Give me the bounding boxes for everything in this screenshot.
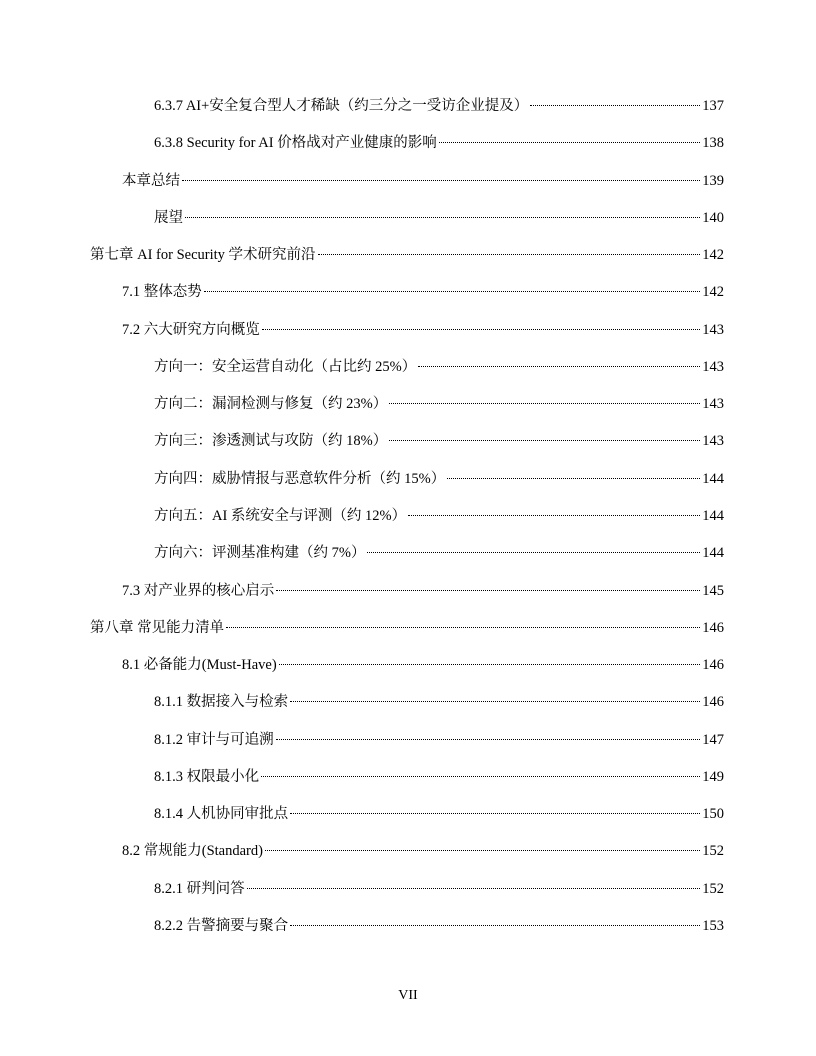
toc-entry-page: 146 xyxy=(702,619,724,636)
toc-entry[interactable] xyxy=(90,618,724,638)
toc-entry-page: 138 xyxy=(702,135,724,152)
toc-entry-title: 6.3.7 AI+安全复合型人才稀缺（约三分之一受访企业提及） xyxy=(154,98,529,114)
toc-entry-page: 137 xyxy=(702,98,724,114)
dot-leader xyxy=(447,478,700,479)
toc-entry[interactable] xyxy=(122,320,724,340)
toc-entry[interactable] xyxy=(154,767,724,787)
toc-entry-title: 8.2.1 研判问答 xyxy=(154,880,245,897)
toc-entry[interactable] xyxy=(122,282,724,302)
toc-entry-title: 方向一：安全运营自动化（占比约 25%） xyxy=(154,358,417,375)
toc-entry[interactable] xyxy=(154,357,724,377)
toc-entry-title: 第八章 常见能力清单 xyxy=(90,619,225,636)
dot-leader xyxy=(408,515,700,516)
dot-leader xyxy=(418,366,700,367)
dot-leader xyxy=(226,627,700,628)
toc-entry-title: 8.1.2 审计与可追溯 xyxy=(154,731,274,748)
dot-leader xyxy=(247,888,701,889)
toc-entry-title: 方向六：评测基准构建（约 7%） xyxy=(154,545,366,562)
toc-entry-page: 146 xyxy=(702,694,724,711)
toc-entry-page: 143 xyxy=(702,358,724,375)
toc-entry-page: 146 xyxy=(702,657,724,674)
toc-entry[interactable] xyxy=(122,171,724,191)
dot-leader xyxy=(290,813,700,814)
toc-entry[interactable] xyxy=(154,916,724,936)
toc-entry-page: 144 xyxy=(702,507,724,524)
toc-entry[interactable] xyxy=(154,431,724,451)
page-number: VII xyxy=(398,988,418,1003)
toc-entry-page: 145 xyxy=(702,582,724,599)
toc-entry[interactable] xyxy=(122,655,724,675)
dot-leader xyxy=(185,217,700,218)
toc-entry-page: 142 xyxy=(702,284,724,301)
dot-leader xyxy=(367,552,700,553)
toc-entry-title: 第七章 AI for Security 学术研究前沿 xyxy=(90,247,316,264)
toc-entry-page: 147 xyxy=(702,731,724,748)
dot-leader xyxy=(279,664,701,665)
toc-entry[interactable] xyxy=(154,469,724,489)
dot-leader xyxy=(262,329,701,330)
toc-entry[interactable] xyxy=(122,581,724,601)
toc-entry[interactable] xyxy=(154,506,724,526)
toc-entry-title: 7.1 整体态势 xyxy=(122,284,202,301)
toc-entry-page: 150 xyxy=(702,806,724,823)
toc-entry-title: 8.1.1 数据接入与检索 xyxy=(154,694,289,711)
toc-entry[interactable] xyxy=(154,692,724,712)
toc-entry-page: 142 xyxy=(702,247,724,264)
toc-entry-title: 7.2 六大研究方向概览 xyxy=(122,321,260,338)
toc-entry-page: 153 xyxy=(702,917,724,934)
toc-entry[interactable] xyxy=(154,543,724,563)
toc-entry[interactable] xyxy=(154,804,724,824)
toc-entry-page: 152 xyxy=(702,880,724,897)
dot-leader xyxy=(276,590,700,591)
toc-entry-page: 143 xyxy=(702,396,724,413)
dot-leader xyxy=(182,180,700,181)
toc-entry-title: 8.1 必备能力(Must-Have) xyxy=(122,657,277,674)
toc-entry-page: 144 xyxy=(702,470,724,487)
dot-leader xyxy=(389,403,700,404)
toc-entry[interactable] xyxy=(154,879,724,899)
toc-entry-title: 方向四：威胁情报与恶意软件分析（约 15%） xyxy=(154,470,446,487)
dot-leader xyxy=(290,925,700,926)
toc-entry[interactable] xyxy=(122,841,724,861)
toc-entry-title: 方向五：AI 系统安全与评测（约 12%） xyxy=(154,507,407,524)
toc-entry[interactable] xyxy=(154,96,724,116)
toc-entry[interactable] xyxy=(154,208,724,228)
toc-entry[interactable] xyxy=(90,245,724,265)
toc-entry[interactable] xyxy=(154,133,724,153)
toc-entry-title: 方向二：漏洞检测与修复（约 23%） xyxy=(154,396,388,413)
dot-leader xyxy=(204,291,701,292)
toc-entry-page: 152 xyxy=(702,843,724,860)
dot-leader xyxy=(439,142,701,143)
toc-entry-title: 7.3 对产业界的核心启示 xyxy=(122,582,275,599)
toc-entry-title: 本章总结 xyxy=(122,172,180,189)
toc-entry-page: 139 xyxy=(702,172,724,189)
toc-entry-title: 8.2 常规能力(Standard) xyxy=(122,843,263,860)
dot-leader xyxy=(389,440,700,441)
toc-entry-page: 149 xyxy=(702,768,724,785)
toc-entry-page: 143 xyxy=(702,321,724,338)
toc-entry-page: 143 xyxy=(702,433,724,450)
toc-entry-title: 展望 xyxy=(154,209,183,226)
toc-entry-title: 方向三：渗透测试与攻防（约 18%） xyxy=(154,433,388,450)
toc-entry[interactable] xyxy=(154,394,724,414)
toc-entry[interactable] xyxy=(154,730,724,750)
dot-leader xyxy=(265,850,700,851)
toc-entry-title: 6.3.8 Security for AI 价格战对产业健康的影响 xyxy=(154,135,437,152)
toc-entry-title: 8.1.3 权限最小化 xyxy=(154,768,260,785)
dot-leader xyxy=(290,701,700,702)
toc-entry-title: 8.2.2 告警摘要与聚合 xyxy=(154,917,289,934)
dot-leader xyxy=(261,776,700,777)
toc-entry-title: 8.1.4 人机协同审批点 xyxy=(154,806,289,823)
dot-leader xyxy=(530,105,700,106)
toc-entry-page: 144 xyxy=(702,545,724,562)
dot-leader xyxy=(276,739,701,740)
dot-leader xyxy=(318,254,701,255)
toc-entry-page: 140 xyxy=(702,209,724,226)
